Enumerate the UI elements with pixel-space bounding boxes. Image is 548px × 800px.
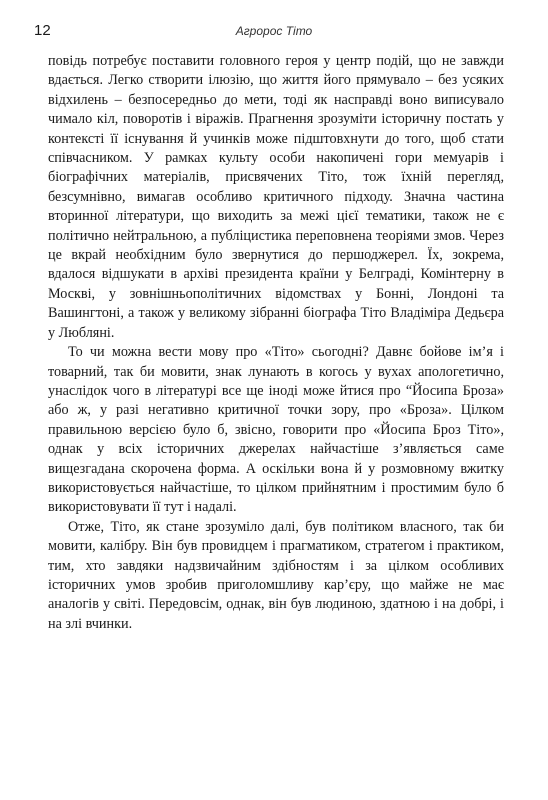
paragraph: То чи можна вести мову про «Тіто» сьогодні? Давнє бойове ім’я і товарний, так би мовити, знак лунають в когось у вухах апологетично, унаслідок чого в літературі все ще іноді може йтися про “Йосипа Броза» або ж, у разі негативно критичної точки зору, про «Броза». Цілком правильною версією було б, звісно, говорити про «Йосипа Броз Тіто», однак у всіх історичних джерелах найчастіше з’являється саме вищезгадана скорочена форма. А оскільки вона й у розмовному вжитку використовується найчастіше, то цілком прийнятним і простимим було б використовувати її тут і надалі. bbox=[48, 344, 504, 516]
paragraph: Отже, Тіто, як стане зрозуміло далі, був політиком власного, так би мовити, калібру. Він був провидцем і прагматиком, стратегом і практиком, тим, хто завдяки надзвичайним здібностям і за цілком особливих історичних умов зробив приголомшливу кар’єру, що майже не має аналогів у світі. Передовсім, однак, він був людиною, здатною і на добрі, і на злі вчинки. bbox=[48, 518, 504, 632]
page-header bbox=[34, 22, 514, 44]
paragraph-continued: повідь потребує поставити головного героя у центр подій, що не завжди вдається. Легко створити ілюзію, що життя його прямувало – без усяких відхилень – безпосередньо до мети, тоді як насправді воно виписувало чимало кіл, поворотів і віражів. Прагнення зрозуміти історичну постать у контексті її існування й учинків може підштовхнути до того, щоб стати співчасником. У рамках культу особи накопичені гори мемуарів і біографічних матеріалів, присвячених Тіто, тож їхній перегляд, безсумнівно, вимагав особливо критичного підходу. Значна частина вторинної літератури, що виходить за межі цієї тематики, також не є політично нейтральною, а публіцистика переповнена теоріями змов. Через це вкрай необхідним було звернутися до першоджерел. Їх, зокрема, вдалося відшукати в архіві президента країни у Белграді, Комінтерну в Москві, у зовнішньополітичних відомствах у Бонні, Лондоні та Вашингтоні, а також у великому зібранні біографа Тіто Владіміра Дедьєра у Любляні. bbox=[48, 53, 504, 341]
page-number: 12 bbox=[34, 22, 51, 39]
running-title: Агророс Тіто bbox=[235, 24, 313, 38]
body-text bbox=[48, 52, 504, 634]
